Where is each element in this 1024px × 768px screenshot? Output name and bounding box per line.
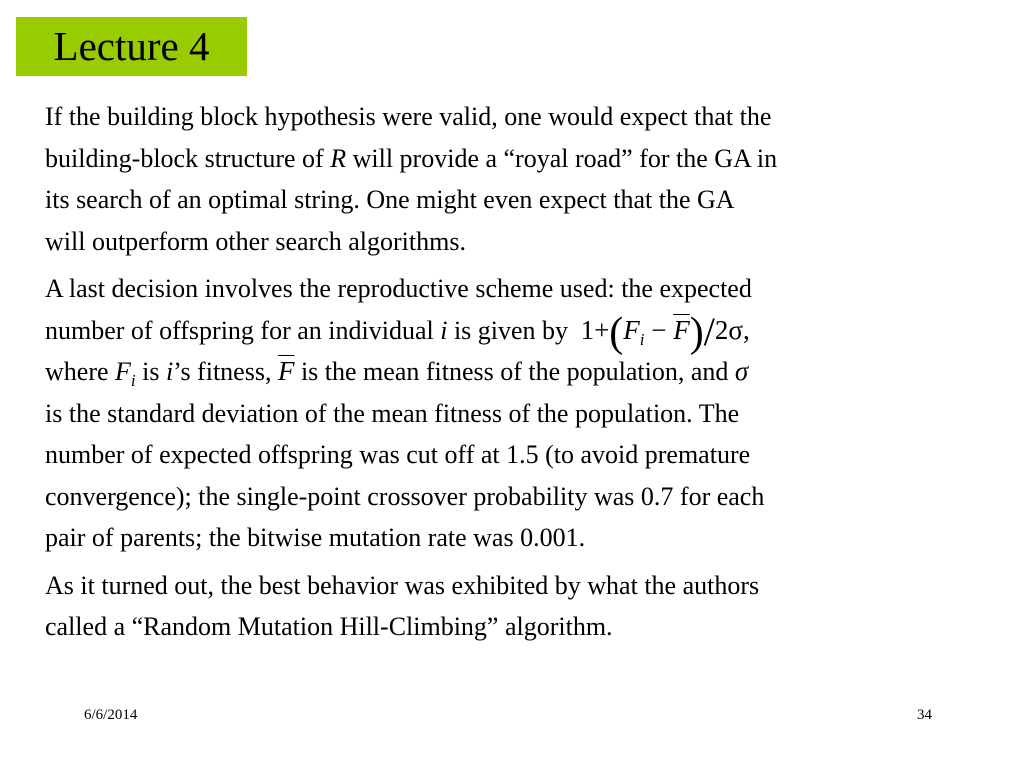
formula-f-bar: $\overline{F}$ bbox=[673, 314, 690, 345]
page-number: 34 bbox=[917, 707, 932, 723]
variable-sigma: σ bbox=[734, 356, 749, 386]
para3-line-1: As it turned out, the best behavior was exhibited by what the authors bbox=[45, 570, 760, 600]
para1-line-4: will outperform other search algorithms. bbox=[45, 226, 466, 256]
formula-one-plus: 1+ bbox=[580, 314, 610, 345]
variable-f: F bbox=[115, 357, 131, 386]
slide-body bbox=[45, 96, 1020, 654]
text: where bbox=[45, 357, 116, 386]
para1-line-1: If the building block hypothesis were valid, one would expect that the bbox=[45, 102, 772, 131]
title-box bbox=[16, 17, 247, 76]
subscript-i: i bbox=[130, 371, 136, 390]
variable-f-bar: $\overline{F}$ bbox=[277, 356, 295, 386]
variable-i: i bbox=[165, 357, 174, 386]
formula-two-sigma: 2σ bbox=[714, 314, 743, 345]
offspring-formula: $1+(F_i - \overline{F})/2\sigma$, bbox=[580, 308, 750, 356]
slide-title: Lecture 4 bbox=[53, 23, 210, 69]
text: is given by bbox=[447, 315, 575, 345]
formula-comma: , bbox=[742, 314, 750, 345]
paragraph-2 bbox=[45, 268, 1020, 559]
para2-line-4: is the standard deviation of the mean fitness of the population. The bbox=[45, 398, 740, 428]
formula-sub-i: i bbox=[639, 329, 645, 349]
text: building-block structure of bbox=[45, 143, 331, 173]
paragraph-3 bbox=[45, 565, 1020, 648]
text: is bbox=[135, 357, 166, 386]
text: is the mean fitness of the population, and bbox=[294, 357, 735, 386]
para1-line-2 bbox=[45, 138, 1020, 180]
text: ’s fitness, bbox=[173, 357, 278, 386]
text: number of offspring for an individual bbox=[45, 315, 441, 345]
para2-line-2 bbox=[45, 308, 1020, 356]
para2-line-3 bbox=[45, 351, 1020, 393]
text: will provide a “royal road” for the GA in bbox=[346, 143, 778, 173]
para2-line-6: convergence); the single-point crossover probability was 0.7 for each bbox=[45, 481, 765, 511]
paragraph-1 bbox=[45, 96, 1020, 262]
formula-f: F bbox=[623, 314, 640, 345]
para2-line-1: A last decision involves the reproductive scheme used: the expected bbox=[45, 274, 752, 303]
para3-line-2: called a “Random Mutation Hill-Climbing” algorithm. bbox=[45, 612, 613, 641]
variable-i: i bbox=[440, 315, 448, 345]
para1-line-3: its search of an optimal string. One might even expect that the GA bbox=[45, 185, 735, 214]
formula-minus: − bbox=[644, 314, 674, 345]
para2-line-5: number of expected offspring was cut off at 1.5 (to avoid premature bbox=[45, 440, 751, 469]
footer-date: 6/6/2014 bbox=[84, 707, 138, 723]
variable-r: R bbox=[330, 143, 347, 173]
para2-line-7: pair of parents; the bitwise mutation rate was 0.001. bbox=[45, 523, 586, 552]
